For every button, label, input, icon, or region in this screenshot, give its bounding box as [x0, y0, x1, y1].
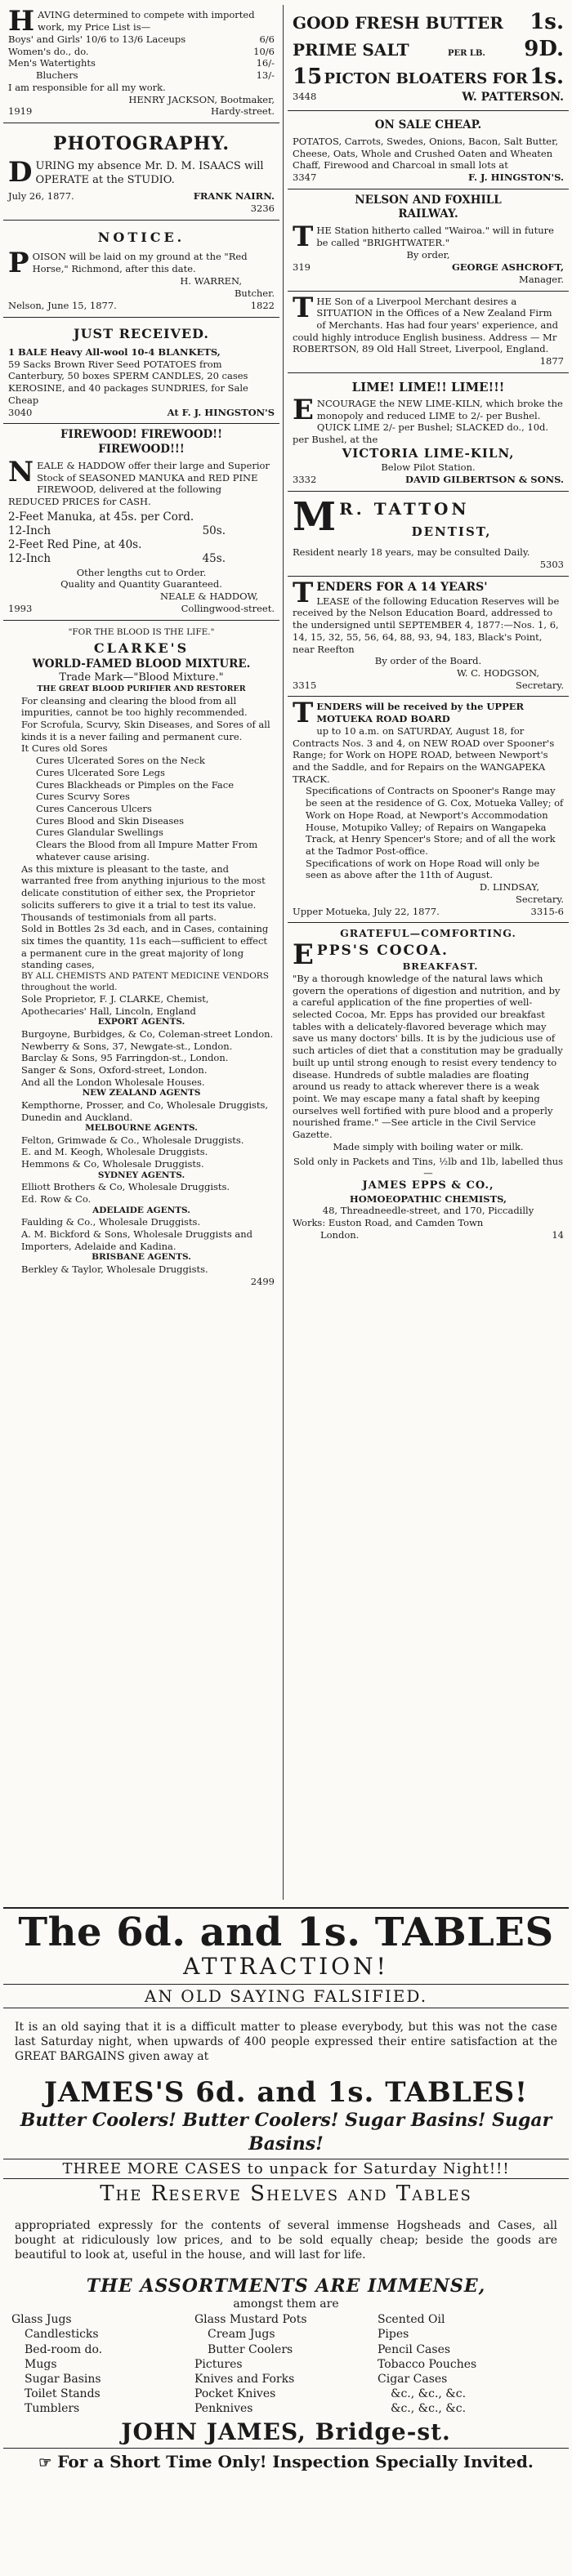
agent-line: Kempthorne, Prosser, and Co, Wholesale Druggists, Dunedin and Auckland. [21, 1099, 269, 1123]
cocoa-addr: 48, Threadneedle-street, and 170, Piccadilly [322, 1205, 534, 1217]
items-col-1 [11, 2312, 194, 2416]
tables-saying: AN OLD SAYING FALSIFIED. [3, 1984, 569, 2008]
received-line: 1 BALE Heavy All-wool 10-4 BLANKETS, [8, 345, 221, 358]
tables-among: amongst them are [233, 2297, 339, 2311]
received-line: 59 Sacks Brown River Seed POTATOES from Canterbury, 50 boxes SPERM CANDLES, 20 cases KEROSINE, and 40 packages SUNDRIES, for Sale Cheap [8, 358, 248, 406]
lime-body: NCOURAGE the NEW LIME-KILN, which broke the monopoly and reduced LIME to 2/- per Bushel. QUICK LIME 2/- per Bushel; SLACKED do., 10d. per Bushel, at the [293, 398, 563, 446]
clarke-trademark: Trade Mark—"Blood Mixture." [59, 671, 224, 684]
ad-ref: 14 [552, 1228, 564, 1241]
cocoa-title: GRATEFUL—COMFORTING. [340, 927, 516, 940]
dropcap: T [293, 697, 314, 730]
tables-footer [3, 2448, 569, 2472]
clarke-title: CLARKE'S [93, 640, 190, 657]
ad-ref: 3040 [8, 406, 33, 418]
notice-body: OISON will be laid on my ground at the "Red Horse," Richmond, after this date. [32, 251, 248, 275]
received-signer: At F. J. HINGSTON'S [167, 406, 275, 418]
cocoa-name: PPS'S COCOA. [316, 943, 449, 960]
ad-ref: 5303 [539, 559, 564, 571]
ad-ref: 1822 [250, 299, 275, 311]
ad-ref: 1877 [539, 355, 564, 368]
agent-line: Faulding & Co., Wholesale Druggists. [21, 1216, 201, 1228]
clarke-cures-head: It Cures old Sores [21, 742, 108, 755]
just-received-ad [3, 318, 279, 425]
list-item: Toilet Stands [25, 2387, 101, 2401]
list-item: Knives and Forks [194, 2373, 295, 2387]
list-item: Tumblers [25, 2402, 80, 2416]
clarke-proprietor: Sole Proprietor, F. J. CLARKE, Chemist, Apothecaries' Hall, Lincoln, England [21, 992, 209, 1017]
agent-line: Barclay & Sons, 95 Farringdon-st., London. [21, 1052, 229, 1064]
firewood-signer: NEALE & HADDOW, [159, 591, 258, 603]
sale-body: POTATOS, Carrots, Swedes, Onions, Bacon, Salt Butter, Cheese, Oats, Whole and Crushed Oaten and Wheaten Chaff, Firewood and Charcoal in small lots at [293, 135, 559, 172]
sale-title: ON SALE CHEAP. [374, 118, 482, 131]
list-item: Candlesticks [25, 2328, 99, 2342]
tables-ad [3, 1907, 569, 2473]
list-item: Bed-room do. [25, 2342, 103, 2356]
dropcap: H [8, 5, 35, 38]
dentist-ad [288, 492, 569, 577]
tables-items [3, 2311, 569, 2418]
tables-assort: THE ASSORTMENTS ARE IMMENSE, [86, 2275, 486, 2297]
agent-line: Hemmons & Co, Wholesale Druggists. [21, 1158, 204, 1170]
clarke-tagline: THE GREAT BLOOD PURIFIER AND RESTORER [37, 684, 246, 694]
agents-heading: SYDNEY AGENTS. [97, 1170, 185, 1180]
cure-line: Cures Glandular Swellings [36, 827, 163, 839]
list-item: Penknives [194, 2402, 253, 2416]
dropcap: E [293, 394, 314, 427]
ad-ref: 2499 [250, 1275, 275, 1287]
bootmaker-street: Hardy-street. [210, 105, 275, 118]
list-item: Cigar Cases [378, 2373, 448, 2387]
left-column [3, 5, 279, 1292]
dentist-role: DENTIST, [411, 524, 492, 540]
photography-signer: FRANK NAIRN. [193, 190, 275, 203]
butter-line1: GOOD FRESH BUTTER [293, 13, 503, 33]
cocoa-firm-2: HOMOEOPATHIC CHEMISTS, [349, 1192, 507, 1205]
butter-per: PER LB. [447, 49, 485, 59]
lime-ad [288, 373, 569, 492]
agent-line: Berkley & Taylor, Wholesale Druggists. [21, 1263, 208, 1275]
sale-signer: F. J. HINGSTON'S. [468, 172, 564, 184]
tables-reserve-para: appropriated expressly for the contents of several immense Hogsheads and Cases, all bought at ridiculously low prices, and to be sold equally cheap; beside the goods are beautiful to look at, useful in the house, and will last for life. [15, 2219, 557, 2262]
liverpool-body: HE Son of a Liverpool Merchant desires a SITUATION in the Offices of a New Zealand Firm of Merchants. Has had four years' experience, and could highly introduce English business. Address — Mr ROBERTSON, 89 Old Hall Street, Liverpool, England. [293, 295, 559, 355]
dropcap: P [8, 247, 29, 280]
tenders2-body-3: Specifications of work on Hope Road will only be seen as above after the 11th of August. [306, 857, 540, 881]
cocoa-ad [288, 923, 569, 1246]
railway-role: Manager. [519, 273, 564, 285]
list-item: Mugs [25, 2357, 57, 2371]
tenders-role: Secretary. [515, 679, 564, 691]
cocoa-sold: Sold only in Packets and Tins, ½lb and 1lb, labelled thus— [293, 1155, 564, 1179]
sale-ad [288, 111, 569, 189]
ad-ref: 3315-6 [530, 905, 564, 917]
list-item: &c., &c., &c. [391, 2387, 467, 2401]
ad-ref: 3236 [250, 203, 275, 215]
clarke-subtitle: WORLD-FAMED BLOOD MIXTURE. [32, 657, 251, 671]
notice-signer: H. WARREN, [180, 275, 242, 287]
bootmaker-ad [3, 5, 279, 123]
tenders-title: ENDERS FOR A 14 YEARS' [316, 580, 488, 594]
dropcap: E [293, 938, 314, 972]
dentist-title: R. TATTON [339, 498, 470, 519]
ad-ref: 3448 [293, 90, 317, 102]
lime-place-2: Below Pilot Station. [381, 461, 476, 474]
cure-line: Cures Ulcerated Sores on the Neck [36, 755, 205, 767]
railway-body: HE Station hitherto called "Wairoa." will in future be called "BRIGHTWATER." [316, 225, 554, 249]
agent-line: Elliott Brothers & Co, Wholesale Druggists. [21, 1181, 230, 1193]
cure-line: Cures Blackheads or Pimples on the Face [36, 778, 235, 791]
cure-line: Clears the Blood from all Impure Matter From whatever cause arising. [36, 839, 258, 862]
tenders2-role: Secretary. [515, 893, 564, 905]
notice-role: Butcher. [234, 287, 275, 300]
agent-line: E. and M. Keogh, Wholesale Druggists. [21, 1146, 208, 1158]
tables-butter: Butter Coolers! Butter Coolers! Sugar Basins! Sugar Basins! [20, 2110, 552, 2155]
firewood-price: 2-Feet Manuka, at 45s. per Cord. [8, 510, 194, 524]
dropcap: T [293, 291, 314, 324]
cocoa-body: "By a thorough knowledge of the natural laws which govern the operations of digestion and nutrition, and by a careful application of the fine properties of well-selected Cocoa, Mr. Epps has provided our breakfast tables with a delicately-flavored beverage which may save us many doctors' bills. It is by the judicious use of such articles of diet that a constitution may be gradually built up until strong enough to resist every tendency to disease. Hundreds of subtle maladies are floating around us ready to attack wherever there is a weak point. We may escape many a fatal shaft by keeping ourselves well fortified with pure blood and a properly nourished frame." —See article in the Civil Service Gazette. [293, 972, 563, 1141]
clarke-ad [3, 621, 279, 1293]
column-divider [283, 5, 284, 1900]
bloater-count: 15 [293, 64, 323, 89]
ad-ref: 3347 [293, 172, 317, 184]
firewood-other: Other lengths cut to Order. [76, 566, 207, 578]
tenders2-date: Upper Motueka, July 22, 1877. [293, 905, 440, 917]
butter-signer: W. PATTERSON. [462, 90, 564, 104]
bootmaker-lead: AVING determined to compete with imported work, my Price List is— [38, 9, 255, 33]
cocoa-made: Made simply with boiling water or milk. [333, 1140, 524, 1152]
lime-signer: DAVID GILBERTSON & SONS. [405, 473, 564, 485]
agent-line: Burgoyne, Burbidges, & Co, Coleman-street London. [21, 1027, 274, 1040]
cocoa-firm: JAMES EPPS & CO., [362, 1179, 494, 1192]
tenders-lease-ad [288, 577, 569, 697]
photography-ad [3, 123, 279, 221]
tenders2-body-2: Specifications of Contracts on Spooner's Range may be seen at the residence of G. Cox, Motueka Valley; of Work on Hope Road, at Newport's Accommodation House, Motupiko Valley; of Repairs on Wangapeka Track, at Henry Spencer's Store; and of all the work at the Tadmor Post-office. [306, 785, 564, 858]
agents-heading: BRISBANE AGENTS. [92, 1252, 191, 1263]
tables-attraction: ATTRACTION! [183, 1953, 389, 1981]
bootmaker-signer: HENRY JACKSON, Bootmaker, [128, 93, 275, 105]
railway-title: NELSON AND FOXHILL [355, 193, 502, 207]
clarke-para: BY ALL CHEMISTS AND PATENT MEDICINE VENDORS throughout the world. [21, 971, 269, 992]
lime-place: VICTORIA LIME-KILN, [342, 445, 515, 461]
agent-line: And all the London Wholesale Houses. [21, 1076, 205, 1088]
list-item: Pocket Knives [194, 2387, 276, 2401]
agent-line: A. M. Bickford & Sons, Wholesale Druggists and Importers, Adelaide and Kadina. [21, 1228, 253, 1252]
firewood-body: EALE & HADDOW offer their large and Superior Stock of SEASONED MANUKA and RED PINE FIREWOOD, delivered at the following REDUCED PRICES for CASH. [8, 459, 270, 507]
dropcap: T [293, 576, 314, 609]
clarke-motto: "FOR THE BLOOD IS THE LIFE." [68, 626, 215, 637]
items-col-2 [194, 2312, 378, 2416]
firewood-quality: Quality and Quantity Guaranteed. [60, 578, 222, 591]
railway-ad [288, 189, 569, 292]
clarke-scrofula: For Scrofula, Scurvy, Skin Diseases, and Sores of all kinds it is a never failing and permanent cure. [21, 719, 270, 742]
bloater-price: 1s. [530, 64, 564, 89]
cure-line: Cures Blood and Skin Diseases [36, 814, 184, 827]
clarke-para: Sold in Bottles 2s 3d each, and in Cases, containing six times the quantity, 11s each—sufficient to effect a permanent cure in the great majority of long standing cases, [21, 923, 269, 971]
right-column [288, 5, 569, 1246]
cure-line: Cures Cancerous Ulcers [36, 803, 152, 815]
agents-heading: NEW ZEALAND AGENTS [82, 1088, 201, 1099]
clarke-intro: For cleansing and clearing the blood from all impurities, cannot be too highly recommended. [21, 694, 248, 719]
ad-ref: 3332 [293, 473, 317, 485]
cocoa-sub: BREAKFAST. [402, 960, 479, 973]
ad-ref: 319 [293, 261, 311, 274]
list-item: Glass Mustard Pots [194, 2313, 307, 2327]
list-item: Sugar Basins [25, 2373, 101, 2387]
firewood-ad [3, 424, 279, 620]
notice-ad [3, 221, 279, 318]
railway-title-2: RAILWAY. [398, 207, 458, 221]
agent-line: Newberry & Sons, 37, Newgate-st., London. [21, 1040, 233, 1052]
firewood-price: 12-Inch 45s. [8, 552, 226, 566]
dropcap: M [293, 493, 337, 540]
dropcap: N [8, 455, 34, 488]
butter-ad [288, 5, 569, 111]
clarke-para: As this mixture is pleasant to the taste, and warranted free from anything injurious to the most delicate constitution of either sex, the Proprietor solicits sufferers to give it a trial to test its value. [21, 862, 266, 911]
firewood-title-2: FIREWOOD!!! [98, 442, 185, 456]
agent-line: Felton, Grimwade & Co., Wholesale Druggists. [21, 1134, 244, 1146]
dropcap: D [8, 156, 33, 189]
items-col-3 [378, 2312, 561, 2416]
firewood-title: FIREWOOD! FIREWOOD!! [60, 428, 223, 442]
firewood-price: 2-Feet Red Pine, at 40s. [8, 538, 142, 552]
price-line: Men's Watertights 16/- [8, 57, 275, 69]
tenders2-signer: D. LINDSAY, [479, 881, 539, 894]
price-line: Bluchers 13/- [36, 69, 275, 82]
tables-james: JAMES'S 6d. and 1s. TABLES! [43, 2075, 529, 2109]
tenders-signer: W. C. HODGSON, [457, 666, 539, 679]
agents-heading: ADELAIDE AGENTS. [92, 1205, 190, 1215]
liverpool-ad [288, 292, 569, 373]
dropcap: T [293, 221, 314, 254]
list-item: Scented Oil [378, 2313, 445, 2327]
tables-john: JOHN JAMES, Bridge-st. [121, 2418, 451, 2445]
cocoa-works: Works: Euston Road, and Camden Town [293, 1217, 484, 1229]
ad-ref: 3315 [293, 679, 317, 691]
ad-ref: 1919 [8, 105, 33, 118]
list-item: Glass Jugs [11, 2313, 72, 2327]
price-line: Boys' and Girls' 10/6 to 13/6 Laceups 6/6 [8, 33, 275, 45]
bootmaker-note: I am responsible for all my work. [8, 81, 166, 93]
tables-title: The 6d. and 1s. TABLES [18, 1910, 554, 1955]
agent-line: Sanger & Sons, Oxford-street, London. [21, 1064, 208, 1076]
cure-line: Cures Scurvy Sores [36, 791, 130, 803]
list-item: Pictures [194, 2357, 243, 2371]
bloater-text: PICTON BLOATERS FOR [324, 69, 528, 87]
photography-body: URING my absence Mr. D. M. ISAACS will OPERATE at the STUDIO. [35, 160, 264, 186]
tenders2-title: ENDERS will be received by the UPPER MOTUEKA ROAD BOARD [316, 701, 525, 725]
tenders-by: By order of the Board. [374, 655, 482, 667]
agents-heading: MELBOURNE AGENTS. [85, 1123, 198, 1134]
price-line: Women's do., do. 10/6 [8, 45, 275, 57]
butter-line2: PRIME SALT [293, 40, 409, 60]
list-item: Cream Jugs [208, 2328, 275, 2342]
railway-signer: GEORGE ASHCROFT, [451, 261, 564, 274]
tables-footer-text: For a Short Time Only! Inspection Specially Invited. [57, 2452, 534, 2472]
tenders2-body: up to 10 a.m. on SATURDAY, August 18, for Contracts Nos. 3 and 4, on NEW ROAD over Spooner's Range; for Work on HOPE ROAD, between Newport's and the Saddle, and for Repairs on the WANGAPEKA TRACK. [293, 724, 555, 785]
tenders-body: LEASE of the following Education Reserves will be received by the Nelson Education Board, addressed to the undersigned until SEPTEMBER 4, 1877:—Nos. 1, 6, 14, 15, 32, 55, 56, 64, 88, 93, 94, 183, Black's Point, near Reefton [293, 595, 560, 655]
photography-title: PHOTOGRAPHY. [52, 133, 230, 155]
notice-title: NOTICE. [97, 229, 185, 245]
firewood-price: 12-Inch 50s. [8, 524, 226, 537]
cocoa-city: London. [320, 1228, 360, 1241]
lime-title: LIME! LIME!! LIME!!! [351, 379, 505, 394]
list-item: &c., &c., &c. [391, 2402, 467, 2416]
pointing-hand-icon: ☞ [38, 2454, 52, 2472]
dentist-body: Resident nearly 18 years, may be consulted Daily. [293, 546, 530, 559]
list-item: Pencil Cases [378, 2342, 451, 2356]
tables-cases: THREE MORE CASES to unpack for Saturday Night!!! [3, 2159, 569, 2179]
list-item: Pipes [378, 2328, 409, 2342]
butter-price1: 1s. [530, 10, 564, 34]
tables-para: It is an old saying that it is a difficult matter to please everybody, but this was not the case last Saturday night, when upwards of 400 people expressed their entire satisfaction at the GREAT BARGAINS given away at [15, 2020, 557, 2064]
agents-heading: EXPORT AGENTS. [97, 1017, 185, 1027]
tenders-road-ad [288, 697, 569, 923]
list-item: Butter Coolers [208, 2342, 293, 2356]
butter-price2: 9D. [524, 37, 564, 62]
tables-reserve: The Reserve Shelves and Tables [100, 2181, 472, 2206]
agent-line: Ed. Row & Co. [21, 1193, 92, 1206]
railway-by: By order, [406, 249, 450, 261]
list-item: Tobacco Pouches [378, 2357, 477, 2371]
cure-line: Cures Ulcerated Sore Legs [36, 766, 165, 778]
clarke-para: Thousands of testimonials from all parts. [21, 911, 217, 923]
received-title: JUST RECEIVED. [74, 325, 209, 341]
notice-date: Nelson, June 15, 1877. [8, 299, 117, 311]
photography-date: July 26, 1877. [8, 190, 74, 203]
ad-ref: 1993 [8, 602, 33, 614]
firewood-street: Collingwood-street. [181, 602, 275, 614]
